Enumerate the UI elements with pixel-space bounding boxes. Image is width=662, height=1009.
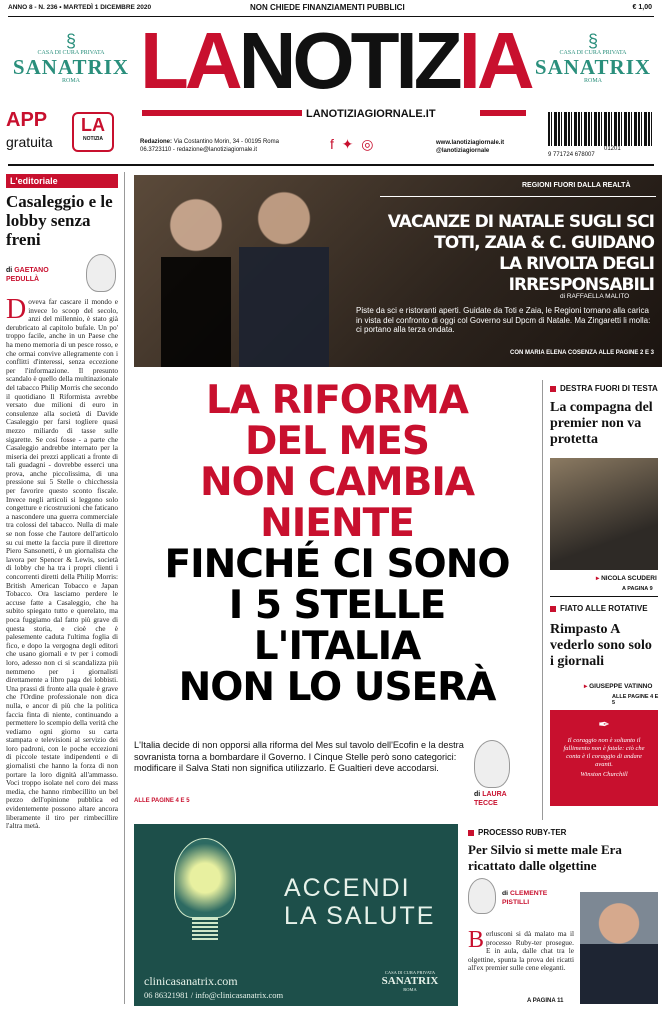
right1-page[interactable]: A PAGINA 9 bbox=[622, 586, 653, 592]
right1-photo[interactable] bbox=[550, 458, 658, 570]
right2-title[interactable]: Rimpasto A vederlo sono solo i giornali bbox=[550, 622, 652, 669]
app-logo[interactable]: LA NOTIZIA bbox=[72, 112, 114, 152]
right2-section: FIATO ALLE ROTATIVE bbox=[550, 604, 648, 613]
web-links[interactable]: www.lanotiziagiornale.it @lanotiziagiornale bbox=[436, 140, 505, 154]
redazione-info: Redazione: Via Costantino Morin, 34 - 00195 Roma 06.3723110 - redazione@lanotiziagiornale.it bbox=[140, 139, 279, 153]
ad-url[interactable]: clinicasanatrix.com bbox=[144, 974, 238, 988]
ruby-page[interactable]: A PAGINA 11 bbox=[527, 998, 564, 1004]
editorial-body: D oveva far cascare il mondo e invece lo scoop del secolo, anzi del millennio, è stato già derubricato al capitolo bufale. Un po' troppo facile, anche in un Paese che ha meno memoria di un pesce rosso, e che ormai convive allegramente con i conflitti d'interessi, senza eccezione per l'informazione. Il presunto scandalo è quello della multinazionale del tabacco Philip Morris che secondo il quotidiano Il Riformista avrebbe versato due milioni di euro in consulenze alla società di Davide Casaleggio per farsi togliere quasi mezzo miliardo di tasse sulle sigarette. Se così fosse - a parte che Casaleggio andrebbe internato per la miseria dei prezzi applicati a fronte di tali guadagni - dovrebbe esserci una prova, anche piccolissima, di una pressione sui 5 Stelle o chicchessia per favorire questo sconto fiscale. Invece negli articoli si leggono solo congetture e ricostruzioni che faticano a nascondere una guerra commerciale tra colossi del tabacco. Nulla di male se non fosse che l'autore dell'articolo su cui mette la faccia pure il direttore Piero Sansonetti, è un giornalista che lavora per Spencer & Lewis, società di lobby che ha tra i propri clienti i concorrenti diretti della Philip Morris: British American Tobacco e Japan Tobacco. Ora lasciamo perdere le accuse fatte a Casaleggio, che ha subito spiegato tutto e querelato, ma poca fuggiamo dal fatto più grave di questa storia, e cioè che è palesemente caduta l'ultima foglia di fico, e dopo la vergogna degli editori che usano giornali e tv per i comodi loro, adesso non ci si scandalizza più nemmeno per i giornalisti direttamente a libro paga dei lobbisti. Una prassi di fronte alla quale è grave che l'Ordine professionale non dica nulla, e ancor di più che la politica faccia finta di niente, continuando a permettere lo scempio della verità che vediamo ogni giorno su carta stampata e televisioni al servizio dei loro padroni, con le poche eccezioni di piccole testate indipendenti e di giornalisti che hanno la forza di non portare la loro dignità all'ammasso. Voci troppo isolate nel coro dei mass media, che hanno rimbecillito un bel pezzo dell'opinione pubblica ed evidentemente possono altare ancora liberamente il tiro per rimbecillire l'altra metà. bbox=[6, 298, 118, 831]
slogan: NON CHIEDE FINANZIAMENTI PUBBLICI bbox=[250, 3, 405, 12]
top-body: Piste da sci e ristoranti aperti. Guidate da Toti e Zaia, le Regioni tornano alla carica in vista del confronto di oggi col Governo sul Dpcm di Natale. Ma Zingaretti li molla: ci portano alla terza ondata. bbox=[356, 306, 651, 334]
editorial-title[interactable]: Casaleggio e le lobby senza freni bbox=[6, 192, 113, 249]
ruby-body: B erlusconi si dà malato ma il processo Ruby-ter prosegue. E in aula, dalle chat tra le olgettine, spunta la prova dei ricatti all'ex premier sulle cene eleganti. bbox=[468, 930, 574, 973]
masthead-title[interactable]: LANOTIZIA bbox=[140, 16, 531, 105]
barcode bbox=[548, 112, 654, 146]
top-kicker: REGIONI FUORI DALLA REALTÀ bbox=[522, 182, 631, 189]
ruby-section: PROCESSO RUBY-TER bbox=[468, 828, 566, 837]
lightbulb-icon bbox=[174, 838, 236, 918]
main-headline[interactable]: LA RIFORMA DEL MES NON CAMBIA NIENTE FINCHÉ CI SONO I 5 STELLE L'ITALIA NON LO USERÀ bbox=[164, 378, 510, 710]
social-icons[interactable] bbox=[330, 136, 373, 153]
author-portrait bbox=[86, 254, 116, 292]
ruby-title[interactable]: Per Silvio si mette male Era ricattato dalle olgettine bbox=[468, 842, 622, 873]
quote-box: ✒ Il coraggio non è soltanto il fallimento non è fatale: ciò che conta è il coraggio di andare avanti. Winston Churchill bbox=[550, 710, 658, 806]
sanatrix-ad-right[interactable]: § CASA DI CURA PRIVATA SANATRIX ROMA bbox=[530, 32, 656, 84]
editorial-section: L'editoriale bbox=[6, 174, 118, 188]
author-portrait bbox=[474, 740, 510, 788]
author-portrait bbox=[468, 878, 496, 914]
sanatrix-ad-banner[interactable] bbox=[134, 824, 458, 1006]
price: € 1,00 bbox=[632, 4, 652, 11]
main-author: di LAURA TECCE bbox=[474, 791, 507, 807]
main-pages[interactable]: ALLE PAGINE 4 E 5 bbox=[134, 798, 190, 804]
twitter-icon[interactable]: ✦ bbox=[341, 136, 354, 152]
editorial-author: di GAETANO PEDULLÀ bbox=[6, 267, 49, 283]
ruby-photo[interactable] bbox=[580, 892, 658, 1004]
right2-page[interactable]: ALLE PAGINE 4 E 5 bbox=[612, 694, 659, 706]
top-headline[interactable]: VACANZE DI NATALE SUGLI SCI TOTI, ZAIA & C. GUIDANO LA RIVOLTA DEGLI IRRESPONSABILI bbox=[387, 212, 654, 295]
right1-section: DESTRA FUORI DI TESTA bbox=[550, 384, 658, 393]
sanatrix-logo-icon: § bbox=[587, 31, 598, 51]
ad-brand: CASA DI CURA PRIVATA SANATRIX ROMA bbox=[381, 970, 439, 992]
website-link[interactable]: LANOTIZIAGIORNALE.IT bbox=[306, 108, 436, 120]
right2-author: ▸ GIUSEPPE VATINNO bbox=[584, 683, 653, 690]
issue-info: ANNO 8 - N. 236 • MARTEDÌ 1 DICEMBRE 2020 bbox=[8, 4, 152, 11]
facebook-icon[interactable]: f bbox=[330, 136, 334, 152]
sanatrix-ad-left[interactable]: § CASA DI CURA PRIVATA SANATRIX ROMA bbox=[8, 32, 134, 84]
sanatrix-logo-icon: § bbox=[65, 31, 76, 51]
top-byline: di RAFFAELLA MALITO bbox=[560, 293, 630, 300]
ruby-author: di CLEMENTE PISTILLI bbox=[502, 890, 548, 906]
app-sub: gratuita bbox=[6, 134, 53, 150]
right1-title[interactable]: La compagna del premier non va protetta bbox=[550, 400, 653, 447]
ad-tagline: ACCENDI LA SALUTE bbox=[284, 874, 436, 930]
instagram-icon[interactable]: ◎ bbox=[361, 136, 374, 152]
quill-icon: ✒ bbox=[598, 716, 610, 732]
app-label[interactable]: APP bbox=[6, 109, 48, 131]
right1-author: ▸ NICOLA SCUDERI bbox=[596, 575, 657, 582]
main-summary: L'Italia decide di non opporsi alla riforma del Mes sul tavolo dell'Ecofin e la destra sovranista torna a bombardare il Governo. I Cinque Stelle però sono categorici: modificare il Salva Stati non significa utilizzarlo. E Gualtieri deve accodarsi. bbox=[134, 740, 464, 773]
ad-contacts: 06 86321981 / info@clinicasanatrix.com bbox=[144, 990, 284, 1000]
top-footer: CON MARIA ELENA COSENZA ALLE PAGINE 2 E 3 bbox=[510, 350, 655, 356]
